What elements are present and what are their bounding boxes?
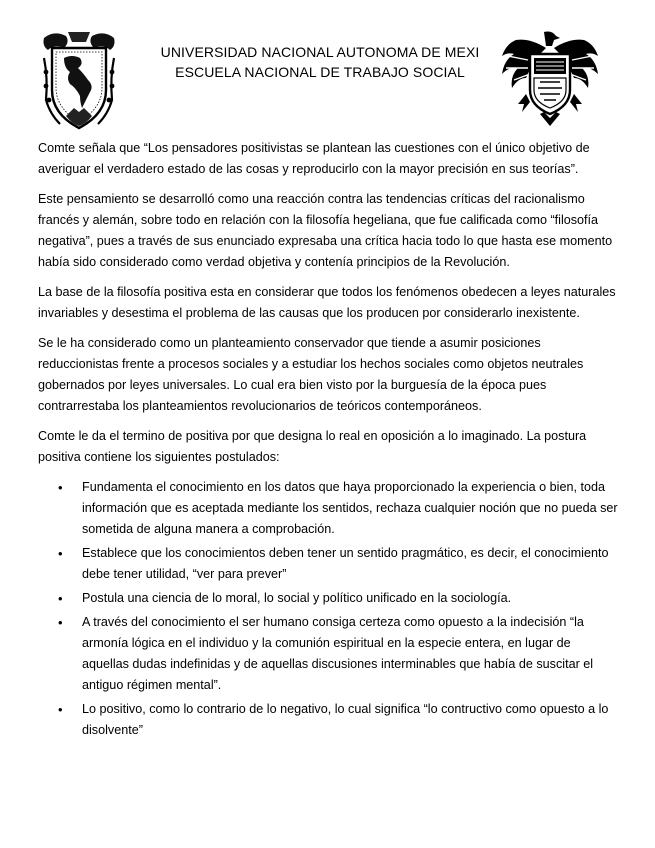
list-item: • A través del conocimiento el ser humano consiga certeza como opuesto a la indecisión “la armonía lógica en el individuo y la comunión espiritual en la especie entera, en lugar de aquellas dudas indefinidas y de aquellas discusiones interminables que había de suscitar el antiguo régimen mental”. xyxy=(82,612,620,696)
header-title-block xyxy=(140,42,500,82)
paragraph-positive-basis: La base de la filosofía positiva esta en considerar que todos los fenómenos obedecen a leyes naturales invariables y desestima el problema de las causas que los producen por considerarlo inexistente. xyxy=(38,285,616,320)
list-item: • Establece que los conocimientos deben tener un sentido pragmático, es decir, el conocimiento debe tener utilidad, “ver para prever” xyxy=(82,543,620,585)
university-name: UNIVERSIDAD NACIONAL AUTONOMA DE MEXI xyxy=(160,44,480,60)
list-item: • Fundamenta el conocimiento en los datos que haya proporcionado la experiencia o bien, toda información que es aceptada mediante los sentidos, rechaza cualquier noción que no pueda ser sometida de alguna manera a comprobación. xyxy=(82,477,620,540)
ents-eagle-crest-icon xyxy=(500,30,600,126)
postulates-list xyxy=(38,477,620,741)
school-name: ESCUELA NACIONAL DE TRABAJO SOCIAL xyxy=(175,64,465,80)
paragraph-conservative: Se le ha considerado como un planteamiento conservador que tiende a asumir posiciones reduccionistas frente a procesos sociales y a estudiar los hechos sociales como objetos neutrales gobernados por leyes universales. Lo cual era bien visto por la burguesía de la época pues contrarrestaba los planteamientos revolucionarios de teóricos contemporáneos. xyxy=(38,336,584,413)
document-body xyxy=(38,138,620,744)
paragraph-origin: Este pensamiento se desarrolló como una reacción contra las tendencias críticas del racionalismo francés y alemán, sobre todo en relación con la filosofía hegeliana, que fue calificada como “filosofía negativa”, pues a través de sus enunciado expresaba una crítica hacia todo lo que hasta ese momento había sido considerado como verdad objetiva y contenía principios de la Revolución. xyxy=(38,192,613,269)
list-item: • Postula una ciencia de lo moral, lo social y político unificado en la sociología. xyxy=(82,588,620,609)
document-header xyxy=(0,0,655,136)
list-item: • Lo positivo, como lo contrario de lo negativo, lo cual significa “lo contructivo como opuesto a lo disolvente” xyxy=(82,699,620,741)
paragraph-postulates-intro: Comte le da el termino de positiva por que designa lo real en oposición a lo imaginado. La postura positiva contiene los siguientes postulados: xyxy=(38,429,587,464)
unam-coat-of-arms-icon xyxy=(40,28,118,132)
paragraph-comte-quote: Comte señala que “Los pensadores positivistas se plantean las cuestiones con el único objetivo de averiguar el verdadero estado de las cosas y reproducirlo con la mayor precisión en sus teorías”. xyxy=(38,141,590,176)
